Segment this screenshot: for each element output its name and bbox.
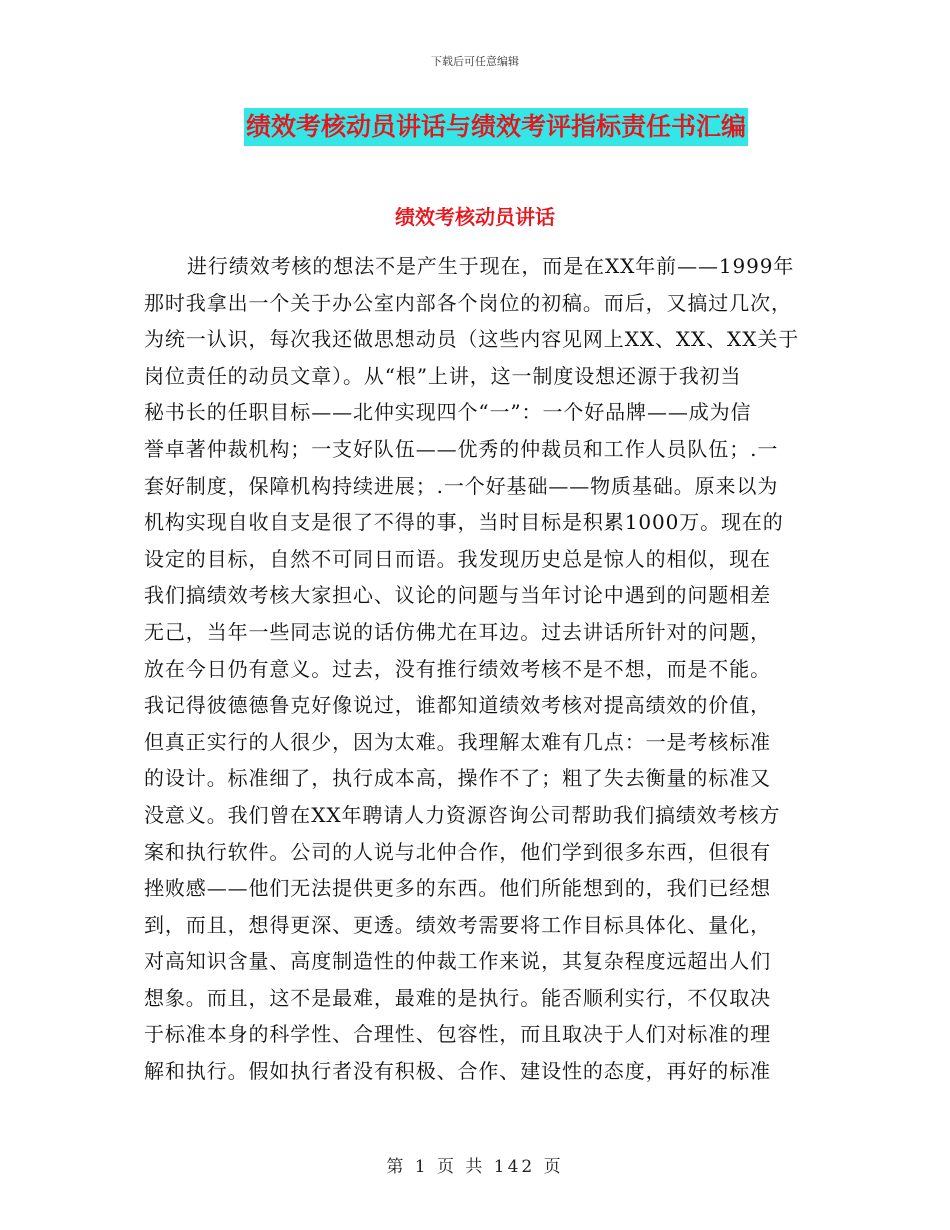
body-line: 进行绩效考核的想法不是产生于现在，而是在XX年前——1999年	[187, 254, 795, 278]
body-line: 解和执行。假如执行者没有积极、合作、建设性的态度，再好的标准	[144, 1059, 771, 1084]
body-line: 想象。而且，这不是最难，最难的是执行。能否顺利实行，不仅取决	[144, 985, 771, 1010]
body-line: 岗位责任的动员文章）。从“根”上讲，这一制度设想还源于我初当	[144, 363, 742, 388]
body-line: 对高知识含量、高度制造性的仲裁工作来说，其复杂程度远超出人们	[144, 949, 771, 974]
body-line: 的设计。标准细了，执行成本高，操作不了；粗了失去衡量的标准又	[144, 766, 771, 791]
body-line: 案和执行软件。公司的人说与北仲合作，他们学到很多东西，但很有	[144, 839, 771, 864]
section-title: 绩效考核动员讲话	[395, 205, 555, 229]
body-line: 挫败感——他们无法提供更多的东西。他们所能想到的，我们已经想	[144, 876, 771, 901]
header-note: 下载后可任意编辑	[431, 55, 519, 68]
body-line: 套好制度，保障机构持续进展；.一个好基础——物质基础。原来以为	[144, 473, 779, 498]
body-line: 无己，当年一些同志说的话仿佛尤在耳边。过去讲话所针对的问题，	[144, 619, 771, 644]
document-title-wrapper	[0, 108, 950, 146]
body-line: 机构实现自收自支是很了不得的事，当时目标是积累1000万。现在的	[144, 510, 784, 535]
body-line: 秘书长的任职目标——北仲实现四个“一”：一个好品牌——成为信	[144, 400, 752, 425]
body-line: 我们搞绩效考核大家担心、议论的问题与当年讨论中遇到的问题相差	[144, 583, 771, 608]
body-text	[144, 248, 812, 1090]
page-footer: 第 1 页 共 142 页	[386, 1157, 564, 1177]
body-line: 我记得彼德德鲁克好像说过，谁都知道绩效考核对提高绩效的价值，	[144, 693, 771, 718]
body-line: 没意义。我们曾在XX年聘请人力资源咨询公司帮助我们搞绩效考核方	[144, 802, 781, 827]
document-title: 绩效考核动员讲话与绩效考评指标责任书汇编	[244, 108, 748, 146]
body-line: 但真正实行的人很少，因为太难。我理解太难有几点：一是考核标准	[144, 729, 771, 754]
body-line: 于标准本身的科学性、合理性、包容性，而且取决于人们对标准的理	[144, 1022, 771, 1047]
body-line: 为统一认识，每次我还做思想动员（这些内容见网上XX、XX、XX关于	[144, 327, 800, 352]
body-line: 设定的目标，自然不可同日而语。我发现历史总是惊人的相似，现在	[144, 546, 771, 571]
body-line: 到，而且，想得更深、更透。绩效考需要将工作目标具体化、量化，	[144, 912, 771, 937]
body-line: 那时我拿出一个关于办公室内部各个岗位的初稿。而后，又搞过几次，	[144, 290, 792, 315]
body-line: 放在今日仍有意义。过去，没有推行绩效考核不是不想，而是不能。	[144, 656, 771, 681]
body-line: 誉卓著仲裁机构；一支好队伍——优秀的仲裁员和工作人员队伍；.一	[144, 436, 779, 461]
